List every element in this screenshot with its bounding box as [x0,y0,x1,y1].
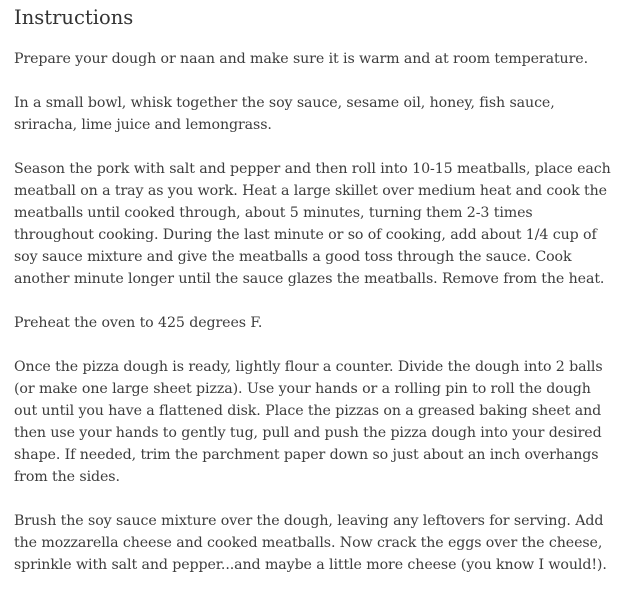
instructions-section [14,4,614,598]
instruction-step: Brush the soy sauce mixture over the dough, leaving any leftovers for serving. Add the mozzarella cheese and cooked meatballs. Now crack the eggs over the cheese, sprinkle with salt and pepper...and maybe a little more cheese (you know I would!). [14,513,607,573]
instructions-heading: Instructions [14,6,134,29]
instruction-step: Once the pizza dough is ready, lightly flour a counter. Divide the dough into 2 balls (or make one large sheet pizza). Use your hands or a rolling pin to roll the dough out until you have a flattened disk. Place the pizzas on a greased baking sheet and then use your hands to gently tug, pull and push the pizza dough into your desired shape. If needed, trim the parchment paper down so just about an inch overhangs from the sides. [14,359,603,485]
instruction-step: Prepare your dough or naan and make sure it is warm and at room temperature. [14,51,588,67]
instruction-step: Season the pork with salt and pepper and then roll into 10-15 meatballs, place each meatball on a tray as you work. Heat a large skillet over medium heat and cook the meatballs until cooked through, about 5 minutes, turning them 2-3 times throughout cooking. During the last minute or so of cooking, add about 1/4 cup of soy sauce mixture and give the meatballs a good toss through the sauce. Cook another minute longer until the sauce glazes the meatballs. Remove from the heat. [14,161,611,287]
instruction-step: In a small bowl, whisk together the soy sauce, sesame oil, honey, fish sauce, sriracha, lime juice and lemongrass. [14,95,555,133]
instruction-step: Preheat the oven to 425 degrees F. [14,315,263,331]
